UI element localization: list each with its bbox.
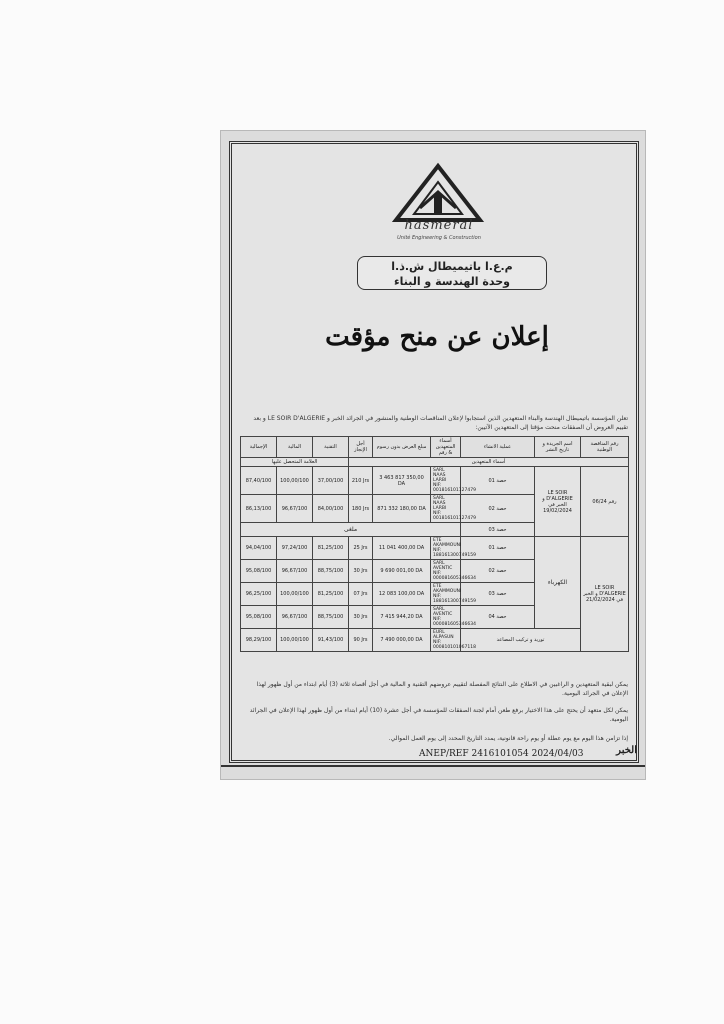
cell-cancelled: ملغى — [241, 523, 461, 537]
bidder-name: EURL ALPASUN — [433, 630, 454, 640]
company-logo-icon — [390, 164, 486, 222]
cell-delay: 25 Jrs — [349, 537, 373, 560]
company-tagline: Unité Engineering & Construction — [397, 235, 481, 241]
header-newspaper: اسم الجريدة و تاريخ النشر — [535, 437, 581, 458]
cell-amount: 9 690 001,00 DA — [373, 560, 431, 583]
intro-paragraph: تعلن المؤسسة باتيميطال الهندسة والبناء المتعهدين الذين استجابوا لإعلان المناقصات الوطنية والمنشور في الجرائد الخبر و LE SOIR D'ALGERIE و بعد تقييم العروض أن الصفقات منحت مؤقتا إلى المتعهدين الآتيين: — [253, 415, 628, 431]
header-tech: التقنية — [313, 437, 349, 458]
cell-fin: 100,00/100 — [277, 583, 313, 606]
cell-amount: 871 332 180,00 DA — [373, 495, 431, 523]
bidder-nif: NIF: 188161300749159 — [433, 548, 476, 558]
cell-subject: توريد و تركيب المصاعد — [461, 629, 581, 652]
cell-delay: 210 Jrs — [349, 467, 373, 495]
bidder-name: ETE AKAMMOUNI — [433, 584, 462, 594]
cell-total: 95,08/100 — [241, 606, 277, 629]
cell-amount: 11 041 400,00 DA — [373, 537, 431, 560]
bidder-name: SARL NAAS LARBI — [433, 468, 447, 483]
footer-rule — [221, 765, 645, 767]
table-row — [241, 467, 629, 495]
bidder-nif: NIF: 000081605346634 — [433, 617, 476, 627]
award-table — [240, 436, 629, 652]
header-subject: عملية الانشاء — [461, 437, 535, 458]
cell-fin: 96,67/100 — [277, 495, 313, 523]
cell-tech: 88,75/100 — [313, 560, 349, 583]
cell-fin: 100,00/100 — [277, 629, 313, 652]
cell-bidder — [431, 629, 476, 652]
company-name-line1: م.ع.ا باتيميطال ش.ذ.ا — [391, 260, 513, 273]
cell-amount: 7 490 000,00 DA — [373, 629, 431, 652]
cell-tech: 81,25/100 — [313, 583, 349, 606]
cell-total: 86,13/100 — [241, 495, 277, 523]
cell-tech: 37,00/100 — [313, 467, 349, 495]
cell-lot: حصة 03 — [461, 583, 535, 606]
cell-tech: 81,25/100 — [313, 537, 349, 560]
cell-fin: 97,24/100 — [277, 537, 313, 560]
cell-amount: 7 415 944,20 DA — [373, 606, 431, 629]
cell-bidder — [431, 495, 476, 523]
cell-newspaper: LE SOIR D'ALGERIE و الخبر في 19/02/2024 — [535, 467, 581, 537]
header-lot: أسماء المتعهدين & رقم — [431, 437, 461, 458]
company-name-line2: وحدة الهندسة و البناء — [393, 275, 511, 288]
cell-tech: 88,75/100 — [313, 606, 349, 629]
cell-total: 94,04/100 — [241, 537, 277, 560]
cell-lot: حصة 02 — [461, 495, 535, 523]
cell-total: 98,29/100 — [241, 629, 277, 652]
cell-delay: 180 Jrs — [349, 495, 373, 523]
cell-subject: الكهرباء — [535, 537, 581, 629]
cell-ref: رقم 06/24 — [581, 467, 629, 537]
cell-bidder — [431, 537, 476, 560]
cell-tech: 91,43/100 — [313, 629, 349, 652]
cell-delay: 07 Jrs — [349, 583, 373, 606]
header-ref: رقم المناقصة الوطنية — [581, 437, 629, 458]
cell-lot: حصة 02 — [461, 560, 535, 583]
bidder-nif: NIF: 000810101067118 — [433, 640, 476, 650]
header-fin: المالية — [277, 437, 313, 458]
cell-total: 87,40/100 — [241, 467, 277, 495]
cell-lot: حصة 01 — [461, 467, 535, 495]
cell-tech: 84,00/100 — [313, 495, 349, 523]
cell-bidder — [431, 606, 476, 629]
cell-fin: 96,67/100 — [277, 606, 313, 629]
note-2: يمكن لكل متعهد أن يحتج على هذا الاختيار برفع طعن أمام لجنة الصفقات للمؤسسة في أجل عشرة (10) أيام ابتداء من أول ظهور لهذا الإعلان في الجرائد اليومية. — [249, 707, 628, 723]
cell-fin: 100,00/100 — [277, 467, 313, 495]
cell-bidder — [431, 467, 476, 495]
cell-lot: حصة 03 — [461, 523, 535, 537]
company-brand: hasmeral — [404, 218, 474, 233]
table-row — [241, 629, 629, 652]
cell-delay: 30 Jrs — [349, 560, 373, 583]
header-delay: أجل الإنجاز — [349, 437, 373, 458]
cell-delay: 90 Jrs — [349, 629, 373, 652]
bidder-name: SARL AVENTIC — [433, 561, 453, 571]
cell-total: 96,25/100 — [241, 583, 277, 606]
anep-reference: ANEP/REF 2416101054 2024/04/03 — [419, 749, 584, 759]
table-row — [241, 537, 629, 560]
bidder-nif: NIF: 188161300749159 — [433, 594, 476, 604]
header-total: الإجمالية — [241, 437, 277, 458]
cell-amount: 12 083 100,00 DA — [373, 583, 431, 606]
newspaper-name: الخبر — [616, 745, 637, 756]
cell-total: 95,08/100 — [241, 560, 277, 583]
bidder-nif: NIF: 000081605346634 — [433, 571, 476, 581]
note-1: يمكن لبقية المتعهدين و الراغبين في الاطلاع على النتائج المفصلة لتقييم عروضهم التقنية و المالية في أجل أقصاه ثلاثة (3) أيام ابتداء من أول ظهور لهذا الإعلان في الجرائد اليومية. — [256, 681, 628, 697]
cell-newspaper: LE SOIR D'ALGERIE و الخبر في 21/02/2024 — [581, 537, 629, 652]
newspaper-clipping — [220, 130, 646, 780]
cell-fin: 96,67/100 — [277, 560, 313, 583]
announcement-frame — [229, 141, 639, 763]
announcement-title: إعلان عن منح مؤقت — [325, 322, 549, 352]
cell-lot: حصة 04 — [461, 606, 535, 629]
header-bidder: أسماء المتعهدين — [349, 458, 629, 467]
cell-lot: حصة 01 — [461, 537, 535, 560]
header-amount: مبلغ العرض بدون رسوم — [373, 437, 431, 458]
cell-delay: 30 Jrs — [349, 606, 373, 629]
note-3: إذا تزامن هذا اليوم مع يوم عطلة أو يوم راحة قانونية، يمدد التاريخ المحدد إلى يوم العمل الموالي. — [388, 735, 628, 742]
bidder-nif: NIF: 001816101127479 — [433, 511, 476, 521]
bidder-nif: NIF: 001816101127479 — [433, 483, 476, 493]
bidder-name: SARL NAAS LARBI — [433, 496, 447, 511]
cell-amount: 3 463 817 350,00 DA — [373, 467, 431, 495]
bidder-name: SARL AVENTIC — [433, 607, 453, 617]
company-name-box — [357, 256, 547, 290]
cell-bidder — [431, 583, 476, 606]
bidder-name: ETE AKAMMOUNI — [433, 538, 462, 548]
header-scores: العلامة المتحصل عليها — [241, 458, 349, 467]
cell-bidder — [431, 560, 476, 583]
